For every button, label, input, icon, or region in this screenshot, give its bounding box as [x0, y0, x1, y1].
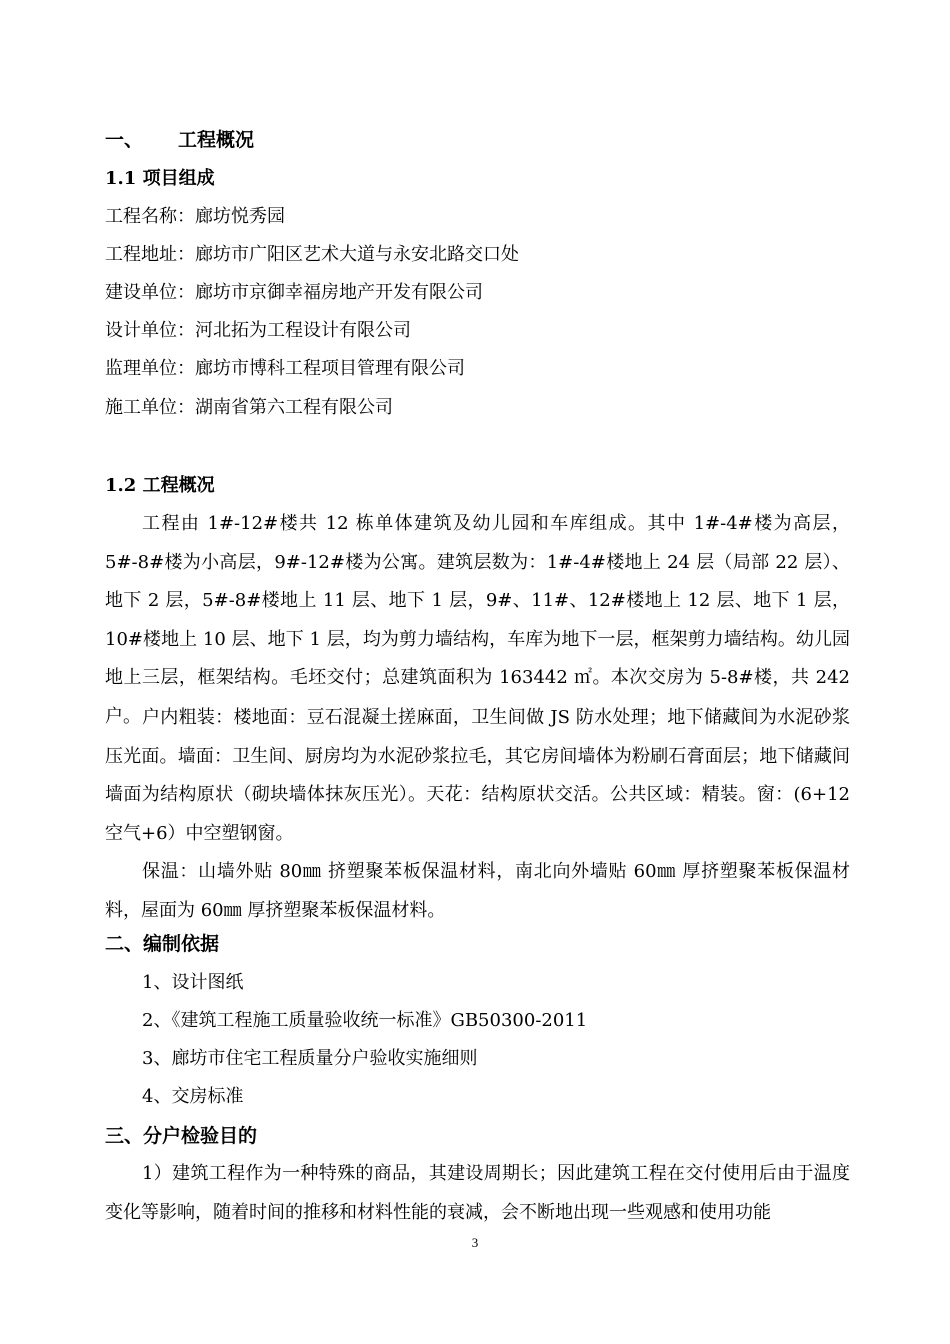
section-1-number: 一、	[105, 129, 144, 151]
insulation-paragraph: 保温：山墙外贴 80㎜ 挤塑聚苯板保温材料，南北向外墙贴 60㎜ 厚挤塑聚苯板保温材料，屋面为 60㎜ 厚挤塑聚苯板保温材料。	[105, 861, 850, 921]
developer: 建设单位：廊坊市京御幸福房地产开发有限公司	[105, 282, 483, 303]
section-1-heading	[105, 127, 254, 153]
section-1-2-heading: 1.2 工程概况	[105, 475, 215, 496]
interior-finish-paragraph: 户内粗装：楼地面：豆石混凝土搓麻面，卫生间做 JS 防水处理；地下储藏间为水泥砂浆压光面。墙面：卫生间、厨房均为水泥砂浆拉毛，其它房间墙体为粉刷石膏面层；地下储藏间墙面为结构原状（砌块墙体抹灰压光）。天花：结构原状交活。公共区域：精装。窗：(6+12 空气+6）中空塑钢窗。	[105, 707, 850, 844]
contractor: 施工单位：湖南省第六工程有限公司	[105, 397, 393, 418]
page-number: 3	[471, 1235, 479, 1250]
section-3-heading: 三、分户检验目的	[105, 1125, 258, 1147]
project-address: 工程地址：廊坊市广阳区艺术大道与永安北路交口处	[105, 244, 519, 265]
section-2-heading: 二、编制依据	[105, 933, 220, 955]
section-1-1-heading: 1.1 项目组成	[105, 168, 215, 189]
overview-paragraph: 工程由 1#-12#楼共 12 栋单体建筑及幼儿园和车库组成。其中 1#-4#楼为高层，5#-8#楼为小高层，9#-12#楼为公寓。建筑层数为：1#-4#楼地上 24 层（局部 22 层）、地下 2 层，5#-8#楼地上 11 层、地下 1 层，9#、11#、12#楼地上 12 层、地下 1 层，10#楼地上 10 层、地下 1 层，均为剪力墙结构，车库为地下一层，框架剪力墙结构。幼儿园地上三层，框架结构。毛坯交付；总建筑面积为 163442 ㎡。本次交房为 5-8#楼，共 242 户。	[105, 513, 850, 727]
purpose-paragraph: 1）建筑工程作为一种特殊的商品，其建设周期长；因此建筑工程在交付使用后由于温度变化等影响，随着时间的推移和材料性能的衰减，会不断地出现一些观感和使用功能	[105, 1163, 850, 1223]
basis-item: 3、廊坊市住宅工程质量分户验收实施细则	[142, 1048, 478, 1069]
designer: 设计单位：河北拓为工程设计有限公司	[105, 320, 411, 341]
section-1-title: 工程概况	[178, 129, 255, 151]
project-name: 工程名称：廊坊悦秀园	[105, 206, 285, 227]
basis-item: 2、《建筑工程施工质量验收统一标准》GB50300-2011	[142, 1010, 588, 1031]
supervisor: 监理单位：廊坊市博科工程项目管理有限公司	[105, 358, 465, 379]
basis-item: 1、设计图纸	[142, 972, 244, 993]
basis-item: 4、交房标准	[142, 1086, 244, 1107]
